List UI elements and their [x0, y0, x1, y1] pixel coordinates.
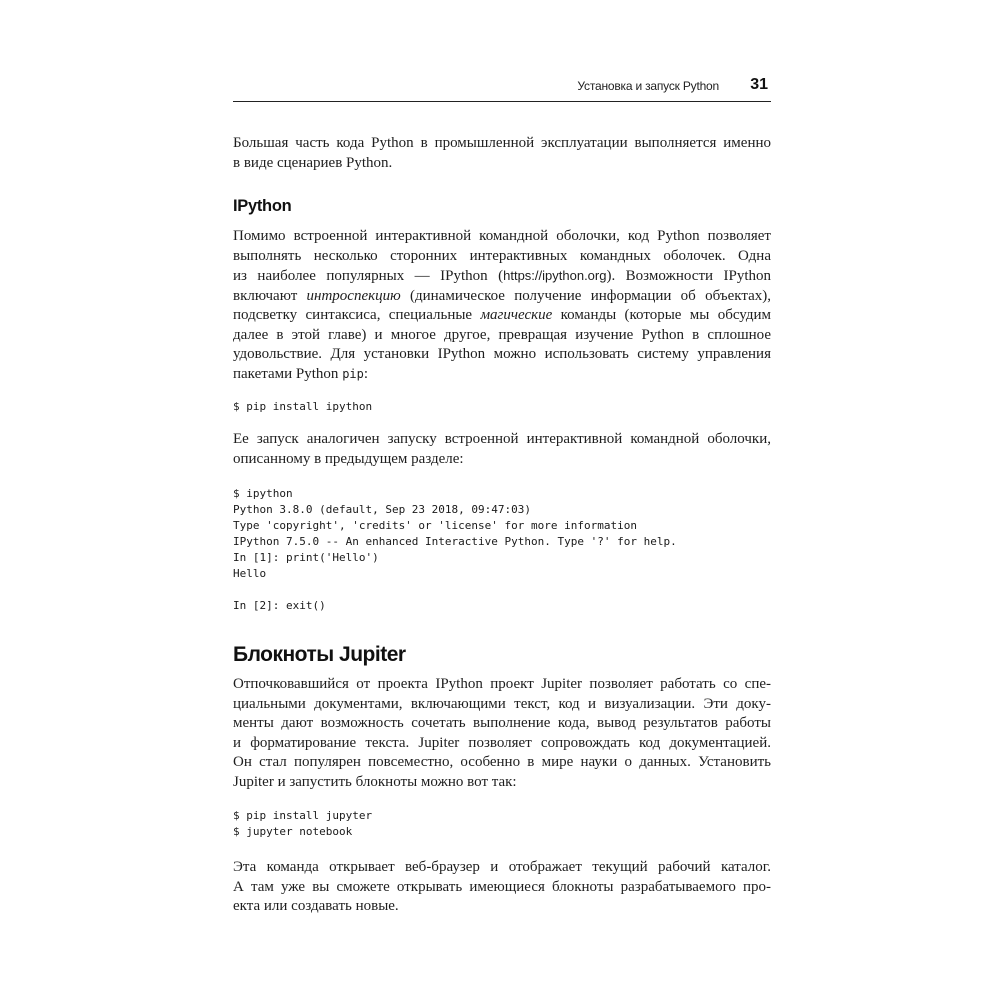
text-run: включают	[233, 287, 307, 304]
emphasis-term: магические	[480, 307, 553, 323]
launch-line: описанному в предыдущем разделе:	[233, 450, 464, 467]
text-run: подсветку синтаксиса, специальные	[233, 307, 481, 323]
ipython-line	[233, 287, 771, 307]
jupiter-line: циальными документами, включающими текст, код и визуализации. Эти доку-	[233, 695, 771, 712]
jupiter-line: Отпочковавшийся от проекта IPython проект Jupiter позволяет работать со спе-	[233, 676, 771, 692]
ipython-url-link[interactable]: https://ipython.org	[503, 268, 607, 283]
ipython-line: выполнять несколько сторонних интерактивных командных оболочек. Одна	[233, 247, 771, 264]
text-run: :	[363, 365, 369, 382]
jupiter-line: и форматирование текста. Jupiter позволяет сопровождать код документацией.	[233, 734, 771, 751]
intro-line: Большая часть кода Python в промышленной эксплуатации выполняется именно	[233, 135, 771, 151]
text-run: из наиболее популярных — IPython (	[233, 268, 504, 284]
jupiter-paragraph	[233, 675, 771, 792]
jupiter-line: Он стал популярен повсеместно, особенно в мире науки о данных. Установить	[233, 754, 771, 770]
code-block-ipython-session: $ ipython Python 3.8.0 (default, Sep 23 2018, 09:47:03) Type 'copyright', 'credits' or 'license' for more information IPython 7.5.0 -- An enhanced Interactive Python. Type '?' for help. In [1]: print('Hello') Hello In [2]: exit()	[233, 487, 677, 612]
ipython-line: удовольствие. Для установки IPython можно использовать систему управления	[233, 346, 771, 362]
code-block-install-ipython: $ pip install ipython	[233, 400, 373, 413]
page-number: 31	[750, 76, 768, 93]
text-run: (динамическое получение информации об объектах),	[400, 287, 771, 304]
launch-line: Ее запуск аналогичен запуску встроенной интерактивной командной оболочки,	[233, 431, 771, 447]
code-block-install-jupyter: $ pip install jupyter $ jupyter notebook	[233, 809, 373, 838]
ipython-line	[233, 306, 771, 326]
ipython-line	[233, 266, 771, 287]
intro-line: в виде сценариев Python.	[233, 154, 393, 171]
text-run: ). Возможности IPython	[606, 268, 771, 284]
section-heading-jupiter: Блокноты Jupiter	[233, 643, 406, 666]
ipython-paragraph	[233, 227, 771, 384]
ipython-line: Помимо встроенной интерактивной командной оболочки, код Python позволяет	[233, 228, 771, 244]
ipython-launch-paragraph	[233, 430, 771, 469]
jupiter-after-paragraph	[233, 858, 771, 917]
jupiter-after-line: Эта команда открывает веб-браузер и отображает текущий рабочий каталог.	[233, 859, 771, 875]
ipython-line: далее в этой главе) и многое другое, превращая изучение Python в сплошное	[233, 326, 771, 343]
text-run: команды (которые мы обсудим	[552, 307, 771, 323]
intro-paragraph	[233, 134, 771, 173]
inline-code: pip	[342, 366, 364, 381]
jupiter-after-line: екта или создавать новые.	[233, 898, 399, 914]
section-heading-ipython: IPython	[233, 197, 292, 215]
book-page	[233, 70, 771, 917]
ipython-line	[233, 365, 771, 385]
jupiter-line: менты дают возможность сочетать выполнение кода, вывод результатов работы	[233, 715, 771, 731]
jupiter-after-line: А там уже вы сможете открывать имеющиеся блокноты разрабатываемого про-	[233, 878, 771, 895]
running-title: Установка и запуск Python	[577, 79, 719, 93]
emphasis-term: интроспекцию	[306, 287, 401, 304]
text-run: пакетами Python	[233, 365, 343, 382]
jupiter-line: Jupiter и запустить блокноты можно вот так:	[233, 773, 517, 790]
running-header	[233, 70, 771, 102]
